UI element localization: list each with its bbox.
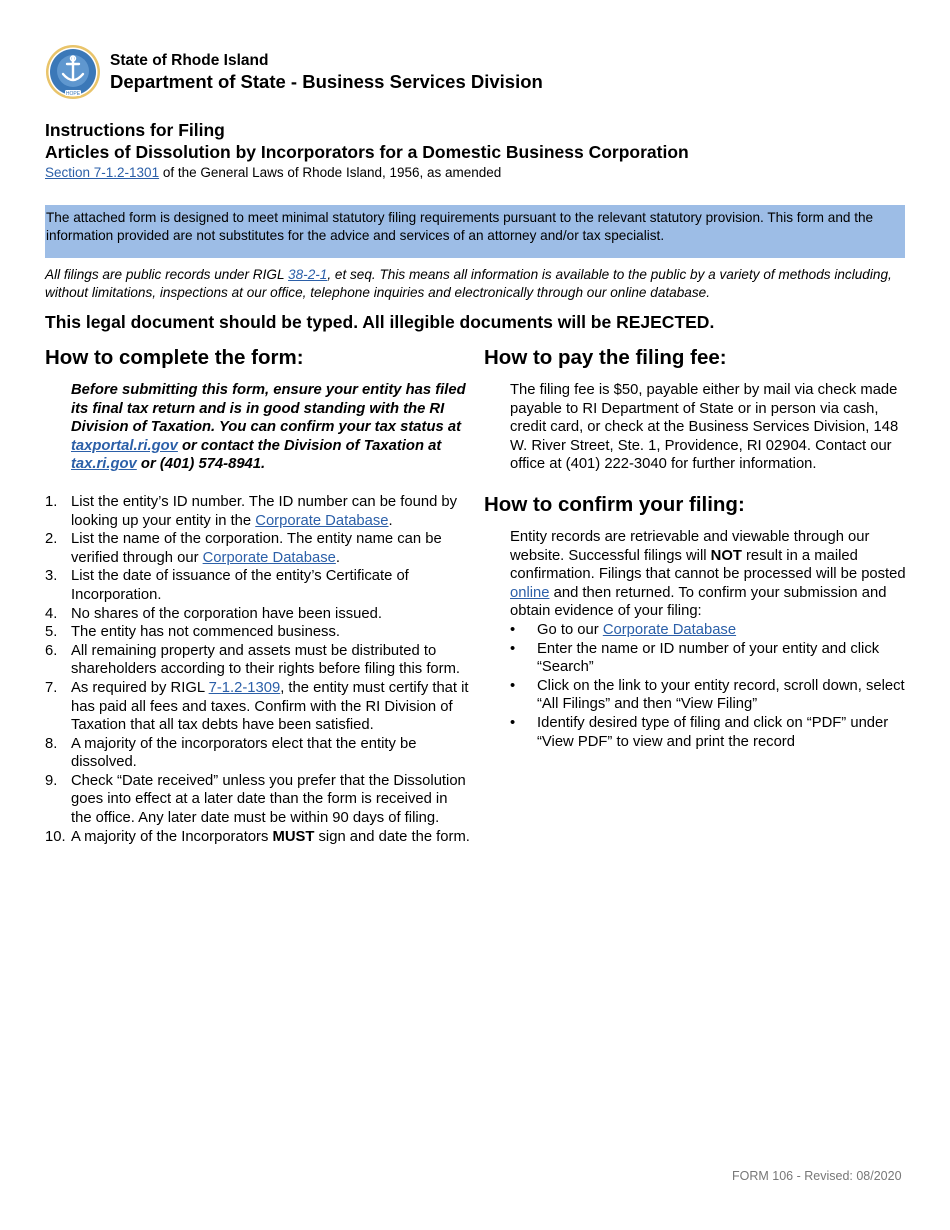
step-6: 6. All remaining property and assets must be distributed to shareholders according to their rights before filing this form. [45,642,461,678]
page-header [45,44,543,100]
corporate-database-link[interactable]: Corporate Database [602,621,737,638]
corporate-database-link[interactable]: Corporate Database [202,549,336,566]
state-name: State of Rhode Island [110,51,269,69]
step-1: 1. List the entity’s ID number. The ID number can be found by looking up your entity in the Corporate Database. [45,493,458,529]
confirm-info: Entity records are retrievable and viewable through our website. Successful filings will NOT result in a mailed confirmation. Filings that cannot be processed will be posted online and then returned. To confirm your submission and obtain evidence of your filing: [510,528,906,620]
online-link[interactable]: online [510,584,550,601]
disclaimer-notice: The attached form is designed to meet minimal statutory filing requirements pursuant to the relevant statutory provision. This form and the information provided are not substitutes for the advice and services of an attorney and/or tax specialist. [45,205,905,258]
corporate-database-link[interactable]: Corporate Database [255,512,389,529]
typing-warning: This legal document should be typed. All illegible documents will be REJECTED. [45,312,715,332]
confirm-filing-heading: How to confirm your filing: [484,492,745,516]
pay-fee-heading: How to pay the filing fee: [484,346,727,369]
department-name: Department of State - Business Services Division [110,70,543,92]
form-revision-footer: FORM 106 - Revised: 08/2020 [732,1169,902,1183]
tax-status-note: Before submitting this form, ensure your entity has filed its final tax return and is in good standing with the RI Division of Taxation. You can confirm your tax status at taxportal.ri.gov or contact the Division of Taxation at tax.ri.gov or (401) 574-8941. [71,382,466,473]
list-item: • Go to our Corporate Database [510,621,737,638]
step-7: 7. As required by RIGL 7-1.2-1309, the entity must certify that it has paid all fees and taxes. Confirm with the RI Division of Taxation that all tax debts have been satisfied. [45,679,469,734]
confirm-steps [510,621,909,751]
rhode-island-seal-icon [45,44,101,100]
form-title: Articles of Dissolution by Incorporators for a Domestic Business Corporation [45,142,689,162]
complete-form-section [45,344,470,846]
rigl-7-1-2-1309-link[interactable]: 7-1.2-1309 [208,679,281,696]
page-title: Instructions for Filing [45,120,225,140]
list-item: • Enter the name or ID number of your entity and click “Search” [510,640,880,676]
public-records-note: All filings are public records under RIGL 38-2-1, et seq. This means all information is available to the public by a variety of methods including, without limitations, inspections at our office, telephone inquiries and electronically through our online database. [45,267,892,300]
step-4: 4. No shares of the corporation have been issued. [45,605,382,622]
complete-form-heading: How to complete the form: [45,346,304,369]
fee-and-confirm-section [484,344,909,751]
list-item: • Click on the link to your entity record, scroll down, select “All Filings” and then “View Filing” [510,677,905,713]
rigl-38-2-1-link[interactable]: 38-2-1 [288,267,328,282]
step-8: 8. A majority of the incorporators elect that the entity be dissolved. [45,735,417,771]
svg-text:HOPE: HOPE [65,91,81,97]
law-citation: Section 7-1.2-1301 of the General Laws of Rhode Island, 1956, as amended [45,165,502,180]
step-10: 10. A majority of the Incorporators MUST sign and date the form. [45,828,470,845]
list-item: • Identify desired type of filing and click on “PDF” under “View PDF” to view and print the record [510,714,889,750]
tax-ri-gov-link[interactable]: tax.ri.gov [71,456,137,473]
section-link[interactable]: Section 7-1.2-1301 [45,165,160,180]
step-5: 5. The entity has not commenced business. [45,624,340,641]
step-3: 3. List the date of issuance of the entity’s Certificate of Incorporation. [45,568,409,603]
step-9: 9. Check “Date received” unless you prefer that the Dissolution goes into effect at a later date than the form is received in the office. Any later date must be within 90 days of filing. [45,772,466,827]
title-block [45,119,689,182]
step-2: 2. List the name of the corporation. The entity name can be verified through our Corporate Database. [45,531,442,566]
fee-info: The filing fee is $50, payable either by mail via check made payable to RI Department of State or in person via cash, credit card, or check at the Business Services Division, 148 W. River Street, Ste. 1, Providence, RI 02904. Contact our office at (401) 222-3040 for further information. [510,382,899,473]
instruction-steps [45,493,470,846]
taxportal-link[interactable]: taxportal.ri.gov [71,437,178,454]
